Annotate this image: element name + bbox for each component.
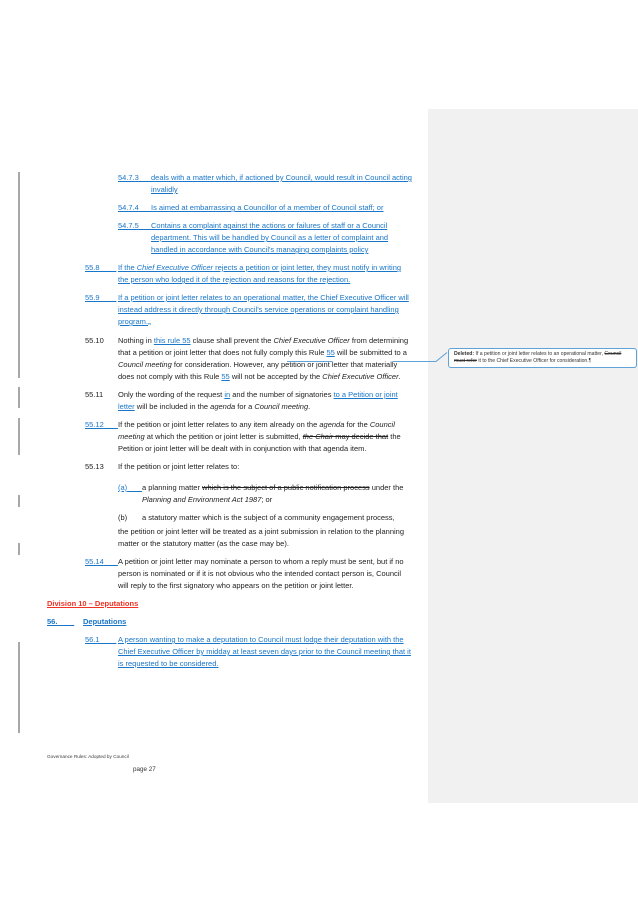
clause-text: Nothing in this rule 55 clause shall prevent the Chief Executive Officer from determining that a petition or joint letter that does not fully comply this Rule 55 will be submitted to a Council meeting for consideration. However, any petition or joint letter that materially does not comply with this Rule 55 will not be accepted by the Chief Executive Officer.	[118, 336, 409, 381]
clause-number: 55.10	[85, 336, 104, 345]
clause-54.7.5[interactable]	[0, 220, 412, 256]
clause-55.13-tail[interactable]	[0, 526, 412, 550]
clause-number: 55.13	[85, 462, 104, 471]
heading-division-10[interactable]	[0, 598, 412, 610]
clause-number: 54.7.4	[118, 203, 139, 212]
clause-number: 55.8	[85, 263, 100, 272]
clause-55.8[interactable]	[0, 262, 412, 286]
clause-55.14[interactable]	[0, 556, 412, 592]
footer-document-title: Governance Rules: Adopted by Council	[47, 754, 129, 759]
clause-number: (b)	[118, 513, 128, 522]
clause-text: Contains a complaint against the actions or failures of staff or a Council department. This will be handled by Council as a letter of complaint and handled in accordance with Council's managing complaints policy	[151, 221, 389, 254]
clause-text: If the Chief Executive Officer rejects a petition or joint letter, they must notify in writing the person who lodged it of the rejection and reasons for the rejection.	[118, 263, 402, 284]
clause-54.7.4[interactable]	[0, 202, 412, 214]
footer-page-number: page 27	[133, 766, 156, 773]
clause-54.7.3[interactable]	[0, 172, 412, 196]
clause-56.1[interactable]	[0, 634, 412, 670]
clause-55.12[interactable]	[0, 419, 412, 455]
clause-number: 55.11	[85, 390, 104, 399]
clause-text: a statutory matter which is the subject of a community engagement process,	[142, 513, 395, 522]
clause-text: Division 10 – Deputations	[47, 599, 139, 608]
clause-number: 54.7.5	[118, 221, 139, 230]
deleted-label: Deleted:	[454, 351, 475, 357]
clause-55.13[interactable]	[0, 461, 412, 473]
clause-55.9[interactable]	[0, 292, 412, 329]
clause-number: 55.14	[85, 557, 104, 566]
clause-number: 56.	[47, 617, 58, 626]
clause-text: A petition or joint letter may nominate a person to whom a reply must be sent, but if no person is nominated or if it is not obvious who the intended contact person is, Council will reply to the first signatory who appears on the petition or joint letter.	[118, 557, 404, 590]
tracked-change-balloon[interactable]	[448, 348, 637, 368]
deleted-text-before: If a petition or joint letter relates to an operational matter,	[474, 351, 605, 357]
clause-number: (a)	[118, 483, 128, 492]
clause-number: 56.1	[85, 635, 100, 644]
deleted-text-after: it to the Chief Executive Officer for consideration.¶	[476, 358, 592, 364]
clause-55.10[interactable]	[0, 335, 412, 383]
clause-text: If the petition or joint letter relates to:	[118, 462, 240, 471]
clause-text: Only the wording of the request in and the number of signatories to a Petition or joint letter will be included in the agenda for a Council meeting.	[118, 390, 398, 411]
clause-text: the petition or joint letter will be treated as a joint submission in relation to the planning matter or the statutory matter (as the case may be).	[118, 527, 404, 548]
clause-text: A person wanting to make a deputation to Council must lodge their deputation with the Chief Executive Officer by midday at least seven days prior to the Council meeting that it is requested to be considered.	[118, 635, 411, 668]
deleted-text-struck: Council must refer	[454, 351, 622, 364]
clause-text: a planning matter which is the subject of a public notification process under the Planning and Environment Act 1987; or	[142, 483, 404, 504]
clause-text: Is aimed at embarrassing a Councillor of a member of Council staff; or	[151, 203, 384, 212]
clause-text: If the petition or joint letter relates to any item already on the agenda for the Council meeting at which the petition or joint letter is submitted, the Chair may decide that the Petition or joint letter will be dealt with in conjunction with that agenda item.	[118, 420, 401, 453]
heading-56[interactable]	[0, 616, 412, 628]
clause-55.13-b[interactable]	[0, 512, 412, 524]
clause-55.11[interactable]	[0, 389, 412, 413]
clause-text: deals with a matter which, if actioned by Council, would result in Council acting invalidly	[151, 173, 412, 194]
clause-text: If a petition or joint letter relates to an operational matter, the Chief Executive Officer will instead address it directly through Council's service operations or complaint handling program.„	[118, 293, 409, 326]
clause-number: 54.7.3	[118, 173, 139, 182]
clause-number: 55.9	[85, 293, 100, 302]
markup-area	[428, 109, 638, 803]
document-body	[0, 172, 412, 676]
clause-text: Deputations	[83, 617, 127, 626]
clause-55.13-a[interactable]	[0, 482, 412, 506]
clause-number: 55.12	[85, 420, 104, 429]
